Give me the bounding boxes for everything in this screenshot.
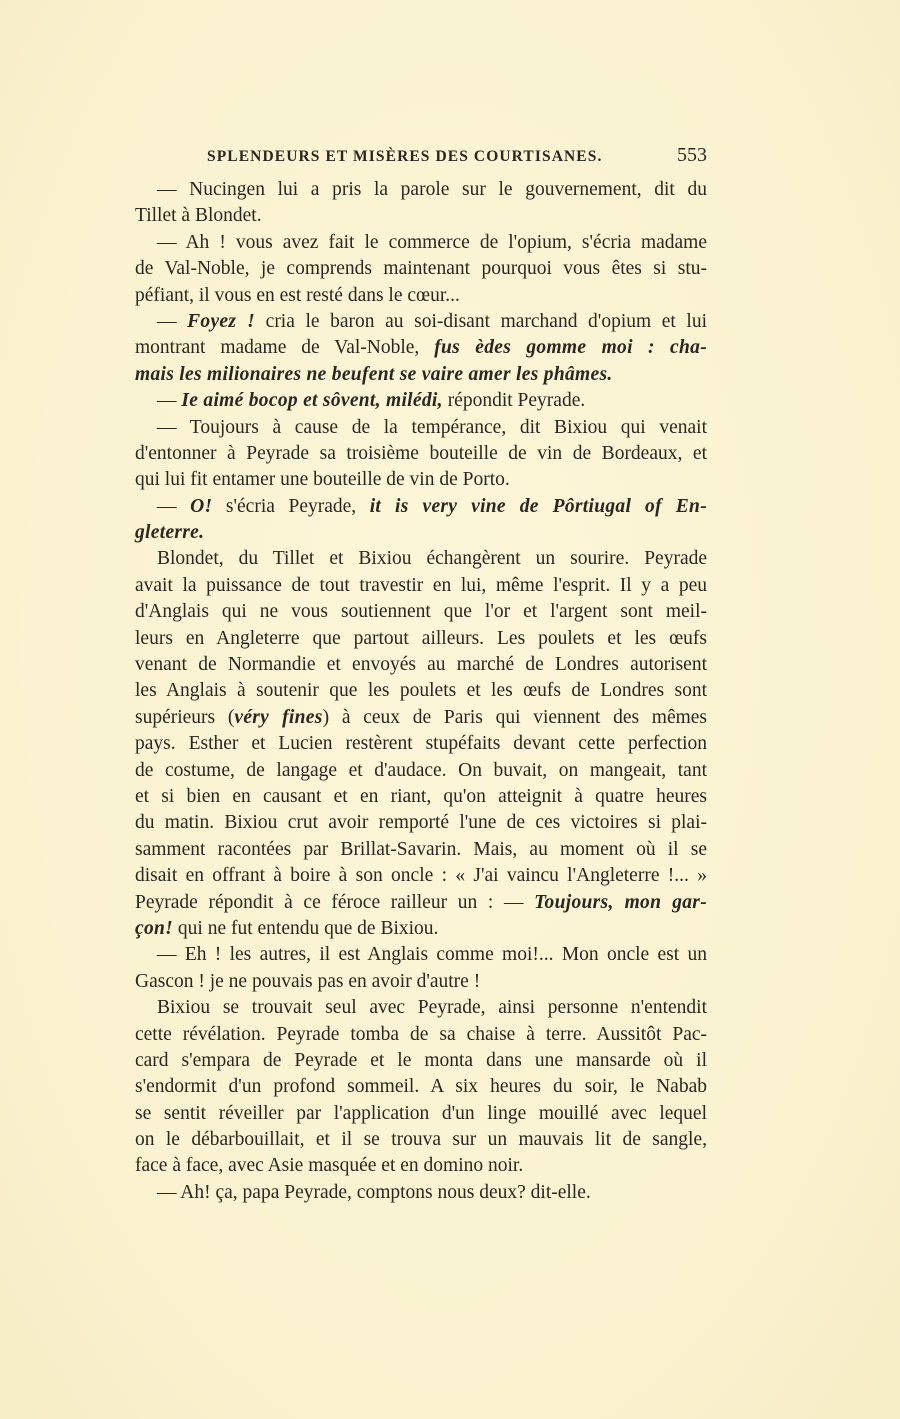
text-line [135, 230, 707, 256]
text-segment: d'Anglais qui ne vous soutiennent que l'or et l'argent sont meil- [135, 601, 707, 623]
text-line [135, 1127, 707, 1153]
text-line [135, 626, 707, 652]
text-line [135, 1048, 707, 1074]
text-line [135, 1101, 707, 1127]
text-segment: Bixiou se trouvait seul avec Peyrade, ainsi personne n'entendit [157, 997, 707, 1019]
text-segment: samment racontées par Brillat-Savarin. Mais, au moment où il se [135, 838, 707, 860]
italic-text-segment: O! [190, 495, 213, 517]
text-segment: péfiant, il vous en est resté dans le cœur... [135, 284, 460, 306]
text-segment: — [157, 390, 182, 412]
text-line [135, 546, 707, 572]
text-line [135, 916, 707, 942]
text-line [135, 678, 707, 704]
text-segment: disait en offrant à boire à son oncle : « J'ai vaincu l'Angleterre !... » [135, 865, 707, 887]
text-line [135, 1074, 707, 1100]
text-line [135, 573, 707, 599]
text-segment: — Ah ! vous avez fait le commerce de l'opium, s'écria madame [157, 231, 707, 253]
text-segment: — [157, 310, 188, 332]
text-segment: venant de Normandie et envoyés au marché de Londres autorisent [135, 654, 707, 676]
text-line [135, 362, 707, 388]
text-line [135, 784, 707, 810]
text-segment: Blondet, du Tillet et Bixiou échangèrent un sourire. Peyrade [157, 548, 707, 570]
text-segment: ) à ceux de Paris qui viennent des mêmes [322, 706, 708, 728]
text-segment: qui lui fit entamer une bouteille de vin de Porto. [135, 469, 510, 491]
text-segment: Gascon ! je ne pouvais pas en avoir d'autre ! [135, 970, 481, 992]
text-segment: pays. Esther et Lucien restèrent stupéfaits devant cette perfection [135, 733, 707, 755]
text-line [135, 758, 707, 784]
text-segment: les Anglais à soutenir que les poulets et les œufs de Londres sont [135, 680, 707, 702]
text-line [135, 1153, 707, 1179]
text-segment: Peyrade répondit à ce féroce railleur un : — [135, 891, 535, 913]
italic-text-segment: Toujours, mon gar- [534, 891, 707, 913]
text-line [135, 256, 707, 282]
text-line [135, 995, 707, 1021]
text-line [135, 1180, 707, 1206]
text-segment: leurs en Angleterre que partout ailleurs. Les poulets et les œufs [135, 627, 707, 649]
text-segment: répondit Peyrade. [442, 390, 586, 412]
text-line [135, 652, 707, 678]
body-text [135, 177, 707, 1206]
text-line [135, 177, 707, 203]
text-line [135, 863, 707, 889]
text-segment: se sentit réveiller par l'application d'un linge mouillé avec lequel [135, 1102, 707, 1124]
text-segment: face à face, avec Asie masquée et en domino noir. [135, 1155, 524, 1177]
text-line [135, 942, 707, 968]
text-segment: de Val-Noble, je comprends maintenant pourquoi vous êtes si stu- [135, 258, 707, 280]
text-segment: s'écria Peyrade, [212, 495, 370, 517]
text-segment: — Eh ! les autres, il est Anglais comme moi!... Mon oncle est un [157, 944, 707, 966]
text-segment: cette révélation. Peyrade tomba de sa chaise à terre. Aussitôt Pac- [135, 1023, 707, 1045]
page-header [135, 146, 707, 172]
text-segment: on le débarbouillait, et il se trouva sur un mauvais lit de sangle, [135, 1129, 707, 1151]
text-line [135, 890, 707, 916]
text-line [135, 388, 707, 414]
text-segment: s'endormit d'un profond sommeil. A six heures du soir, le Nabab [135, 1076, 707, 1098]
italic-text-segment: çon! [135, 917, 174, 939]
text-segment: de costume, de langage et d'audace. On buvait, on mangeait, tant [135, 759, 707, 781]
text-segment: — Nucingen lui a pris la parole sur le gouvernement, dit du [157, 179, 707, 200]
page-number: 553 [677, 144, 707, 166]
text-line [135, 1022, 707, 1048]
text-line [135, 810, 707, 836]
text-line [135, 203, 707, 229]
italic-text-segment: mais les milionaires ne beufent se vaire amer les phâmes. [135, 363, 613, 385]
text-segment: avait la puissance de tout travestir en lui, même l'esprit. Il y a peu [135, 574, 707, 596]
text-line [135, 309, 707, 335]
text-line [135, 467, 707, 493]
text-line [135, 731, 707, 757]
italic-text-segment: Foyez ! [187, 310, 256, 332]
italic-text-segment: véry fines [234, 706, 323, 728]
text-segment: — [157, 495, 191, 517]
text-segment: cria le baron au soi-disant marchand d'opium et lui [255, 310, 708, 332]
text-segment: qui ne fut entendu que de Bixiou. [173, 917, 439, 939]
text-segment: card s'empara de Peyrade et le monta dans une mansarde où il [135, 1049, 707, 1071]
text-line [135, 335, 707, 361]
italic-text-segment: it is very vine de Pôrtiugal of En- [369, 495, 707, 517]
text-line [135, 969, 707, 995]
text-line [135, 520, 707, 546]
text-line [135, 415, 707, 441]
text-line [135, 283, 707, 309]
text-segment: d'entonner à Peyrade sa troisième bouteille de vin de Bordeaux, et [135, 442, 707, 464]
text-line [135, 837, 707, 863]
text-line [135, 705, 707, 731]
running-title: SPLENDEURS ET MISÈRES DES COURTISANES. [207, 148, 603, 165]
text-segment: supérieurs ( [135, 706, 235, 728]
text-segment: et si bien en causant et en riant, qu'on atteignit à quatre heures [135, 785, 707, 807]
text-line [135, 441, 707, 467]
text-line [135, 494, 707, 520]
text-line [135, 599, 707, 625]
text-segment: montrant madame de Val-Noble, [135, 337, 435, 359]
text-segment: — Toujours à cause de la tempérance, dit Bixiou qui venait [157, 416, 707, 438]
text-segment: du matin. Bixiou crut avoir remporté l'une de ces victoires si plai- [135, 812, 707, 834]
text-segment: — Ah! ça, papa Peyrade, comptons nous deux? dit-elle. [157, 1181, 591, 1203]
italic-text-segment: gleterre. [135, 522, 205, 544]
text-segment: Tillet à Blondet. [135, 205, 262, 227]
italic-text-segment: Ie aimé bocop et sôvent, milédi, [181, 390, 443, 412]
italic-text-segment: fus èdes gomme moi : cha- [434, 337, 707, 359]
